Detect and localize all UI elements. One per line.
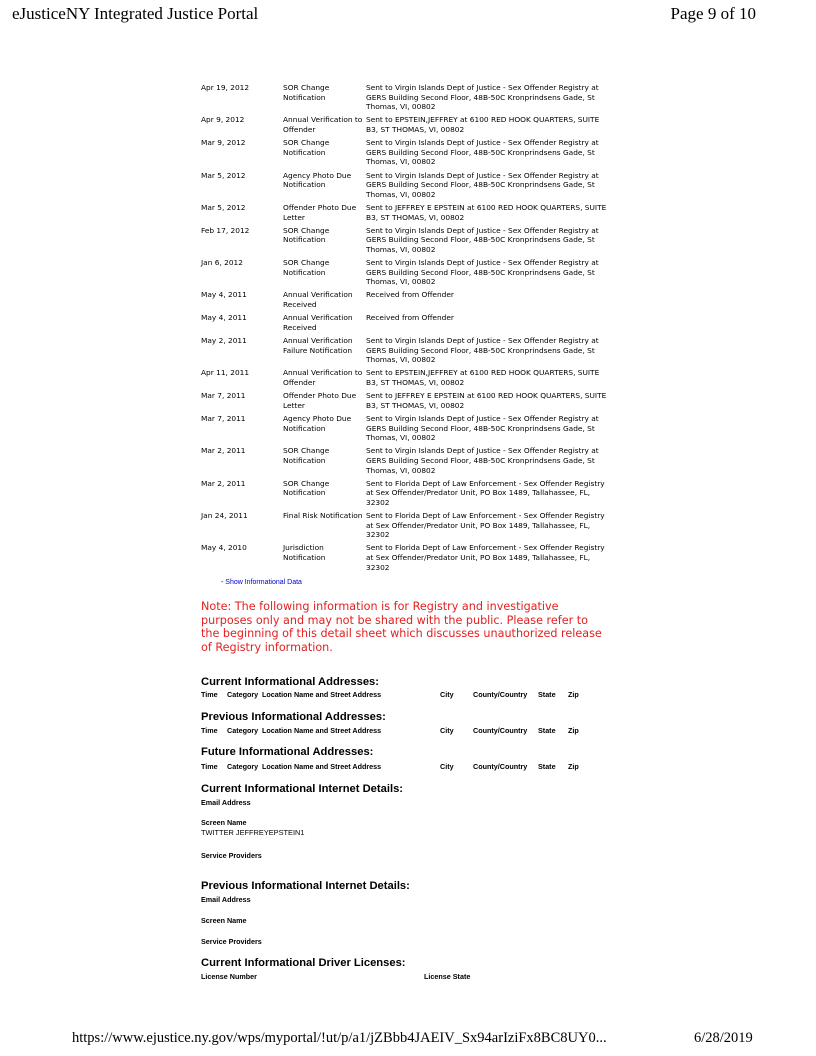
event-date: Mar 7, 2011 [201, 391, 246, 401]
event-date: Mar 5, 2012 [201, 202, 246, 212]
col-city: City [440, 762, 454, 771]
event-row [201, 226, 611, 258]
event-date: May 4, 2011 [201, 313, 247, 323]
event-type: Annual Verification Received [283, 313, 353, 332]
event-date: Apr 11, 2011 [201, 368, 250, 378]
current-service-providers-label: Service Providers [201, 851, 262, 860]
col-county: County/Country [473, 690, 528, 699]
event-row [201, 368, 611, 391]
current-screen-name-value: TWITTER JEFFREYEPSTEIN1 [201, 828, 305, 837]
license-number-label: License Number [201, 972, 257, 981]
previous-service-providers-label: Service Providers [201, 937, 262, 946]
event-date: Mar 7, 2011 [201, 413, 246, 423]
col-time: Time [201, 690, 218, 699]
event-row [201, 479, 611, 511]
previous-internet-title: Previous Informational Internet Details: [201, 880, 410, 892]
event-row [201, 138, 611, 170]
col-location: Location Name and Street Address [262, 762, 382, 771]
event-description: Sent to Virgin Islands Dept of Justice - Sex Offender Registry at GERS Building Second Floor, 48B-50C Kronprindsens Gade, St Thomas, VI, 00802 [366, 336, 599, 365]
event-date: Apr 9, 2012 [201, 115, 245, 125]
current-addresses-title: Current Informational Addresses: [201, 676, 379, 688]
current-screen-name-label: Screen Name [201, 818, 247, 827]
future-addresses-header [0, 762, 816, 772]
print-footer-url: https://www.ejustice.ny.gov/wps/myportal/!ut/p/a1/jZBbb4JAEIV_Sx94arIziFx8BC8UY0... [72, 1030, 607, 1046]
col-state: State [538, 726, 556, 735]
event-date: Feb 17, 2012 [201, 225, 250, 235]
event-date: Jan 6, 2012 [201, 258, 243, 268]
registry-events-table [201, 83, 611, 576]
event-description: Sent to Florida Dept of Law Enforcement - Sex Offender Registry at Sex Offender/Predator Unit, PO Box 1489, Tallahassee, FL, 32302 [366, 511, 605, 540]
event-description: Sent to Virgin Islands Dept of Justice - Sex Offender Registry at GERS Building Second Floor, 48B-50C Kronprindsens Gade, St Thomas, VI, 00802 [366, 83, 599, 112]
event-row [201, 543, 611, 575]
event-type: Agency Photo Due Notification [283, 413, 352, 433]
event-description: Sent to Florida Dept of Law Enforcement - Sex Offender Registry at Sex Offender/Predator Unit, PO Box 1489, Tallahassee, FL, 32302 [366, 478, 605, 507]
col-category: Category [227, 726, 259, 735]
previous-screen-name-label: Screen Name [201, 916, 247, 925]
col-city: City [440, 726, 454, 735]
col-category: Category [227, 690, 259, 699]
event-description: Sent to Virgin Islands Dept of Justice - Sex Offender Registry at GERS Building Second Floor, 48B-50C Kronprindsens Gade, St Thomas, VI, 00802 [366, 446, 599, 475]
event-date: Jan 24, 2011 [201, 511, 248, 521]
col-zip: Zip [568, 762, 579, 771]
event-description: Sent to Virgin Islands Dept of Justice - Sex Offender Registry at GERS Building Second Floor, 48B-50C Kronprindsens Gade, St Thomas, VI, 00802 [366, 225, 599, 254]
previous-addresses-title: Previous Informational Addresses: [201, 711, 386, 723]
col-city: City [440, 690, 454, 699]
col-location: Location Name and Street Address [262, 726, 382, 735]
current-addresses-header [0, 690, 816, 700]
col-county: County/Country [473, 726, 528, 735]
future-addresses-title: Future Informational Addresses: [201, 746, 374, 758]
col-zip: Zip [568, 726, 579, 735]
event-description: Sent to EPSTEIN,JEFFREY at 6100 RED HOOK QUARTERS, SUITE B3, ST THOMAS, VI, 00802 [366, 115, 600, 134]
event-description: Sent to JEFFREY E EPSTEIN at 6100 RED HOOK QUARTERS, SUITE B3, ST THOMAS, VI, 00802 [366, 202, 607, 222]
col-category: Category [227, 762, 259, 771]
event-date: May 4, 2010 [201, 543, 247, 553]
event-type: Agency Photo Due Notification [283, 170, 352, 190]
event-description: Sent to Florida Dept of Law Enforcement - Sex Offender Registry at Sex Offender/Predator Unit, PO Box 1489, Tallahassee, FL, 32302 [366, 543, 605, 572]
previous-addresses-header [0, 726, 816, 736]
event-type: Annual Verification to Offender [283, 115, 363, 134]
event-row [201, 336, 611, 368]
col-county: County/Country [473, 762, 528, 771]
event-date: Mar 9, 2012 [201, 138, 246, 148]
event-date: May 2, 2011 [201, 336, 247, 345]
print-page-number: Page 9 of 10 [670, 4, 756, 23]
event-date: Mar 2, 2011 [201, 478, 246, 488]
event-description: Received from Offender [366, 290, 454, 300]
event-type: Annual Verification Received [283, 290, 353, 310]
event-type: SOR Change Notification [283, 83, 330, 102]
event-row [201, 171, 611, 203]
event-description: Sent to Virgin Islands Dept of Justice - Sex Offender Registry at GERS Building Second Floor, 48B-50C Kronprindsens Gade, St Thomas, VI, 00802 [366, 170, 599, 199]
event-description: Sent to Virgin Islands Dept of Justice - Sex Offender Registry at GERS Building Second Floor, 48B-50C Kronprindsens Gade, St Thomas, VI, 00802 [366, 413, 599, 443]
event-row [201, 83, 611, 115]
col-state: State [538, 690, 556, 699]
event-type: SOR Change Notification [283, 225, 330, 245]
show-informational-data-link[interactable]: - Show Informational Data [221, 579, 302, 586]
event-description: Sent to JEFFREY E EPSTEIN at 6100 RED HOOK QUARTERS, SUITE B3, ST THOMAS, VI, 00802 [366, 391, 607, 410]
confidentiality-note: Note: The following information is for Registry and investigative purposes only and may not be shared with the public. Please refer to the beginning of this detail sheet which discusses unauthorized release of Registry information. [201, 600, 602, 654]
col-zip: Zip [568, 690, 579, 699]
event-type: Annual Verification Failure Notification [283, 336, 353, 355]
current-email-label: Email Address [201, 798, 251, 807]
event-type: SOR Change Notification [283, 446, 330, 465]
event-date: Mar 5, 2012 [201, 170, 246, 180]
event-row [201, 290, 611, 313]
event-row [201, 414, 611, 446]
event-description: Received from Offender [366, 313, 454, 323]
event-row [201, 115, 611, 138]
event-type: Annual Verification to Offender [283, 368, 363, 387]
current-internet-title: Current Informational Internet Details: [201, 783, 404, 795]
event-type: SOR Change Notification [283, 258, 330, 277]
print-footer-date: 6/28/2019 [694, 1030, 753, 1046]
event-date: May 4, 2011 [201, 290, 247, 300]
event-description: Sent to Virgin Islands Dept of Justice - Sex Offender Registry at GERS Building Second Floor, 48B-50C Kronprindsens Gade, St Thomas, VI, 00802 [366, 138, 599, 167]
event-type: Offender Photo Due Letter [283, 202, 357, 222]
event-row [201, 203, 611, 226]
event-row [201, 391, 611, 414]
license-state-label: License State [424, 972, 471, 981]
event-row [201, 511, 611, 543]
col-time: Time [201, 726, 218, 735]
col-state: State [538, 762, 556, 771]
event-type: Jurisdiction Notification [283, 543, 326, 563]
col-location: Location Name and Street Address [262, 690, 382, 699]
event-row [201, 258, 611, 290]
event-row [201, 313, 611, 336]
event-type: SOR Change Notification [283, 478, 330, 498]
event-type: Offender Photo Due Letter [283, 391, 357, 410]
event-type: Final Risk Notification [283, 511, 363, 521]
event-date: Apr 19, 2012 [201, 83, 250, 92]
previous-email-label: Email Address [201, 895, 251, 904]
event-row [201, 446, 611, 478]
print-header-title: eJusticeNY Integrated Justice Portal [12, 4, 259, 23]
event-date: Mar 2, 2011 [201, 446, 246, 456]
current-licenses-title: Current Informational Driver Licenses: [201, 957, 406, 969]
event-description: Sent to EPSTEIN,JEFFREY at 6100 RED HOOK QUARTERS, SUITE B3, ST THOMAS, VI, 00802 [366, 368, 600, 387]
event-type: SOR Change Notification [283, 138, 330, 157]
event-description: Sent to Virgin Islands Dept of Justice - Sex Offender Registry at GERS Building Second Floor, 48B-50C Kronprindsens Gade, St Thomas, VI, 00802 [366, 258, 599, 287]
col-time: Time [201, 762, 218, 771]
